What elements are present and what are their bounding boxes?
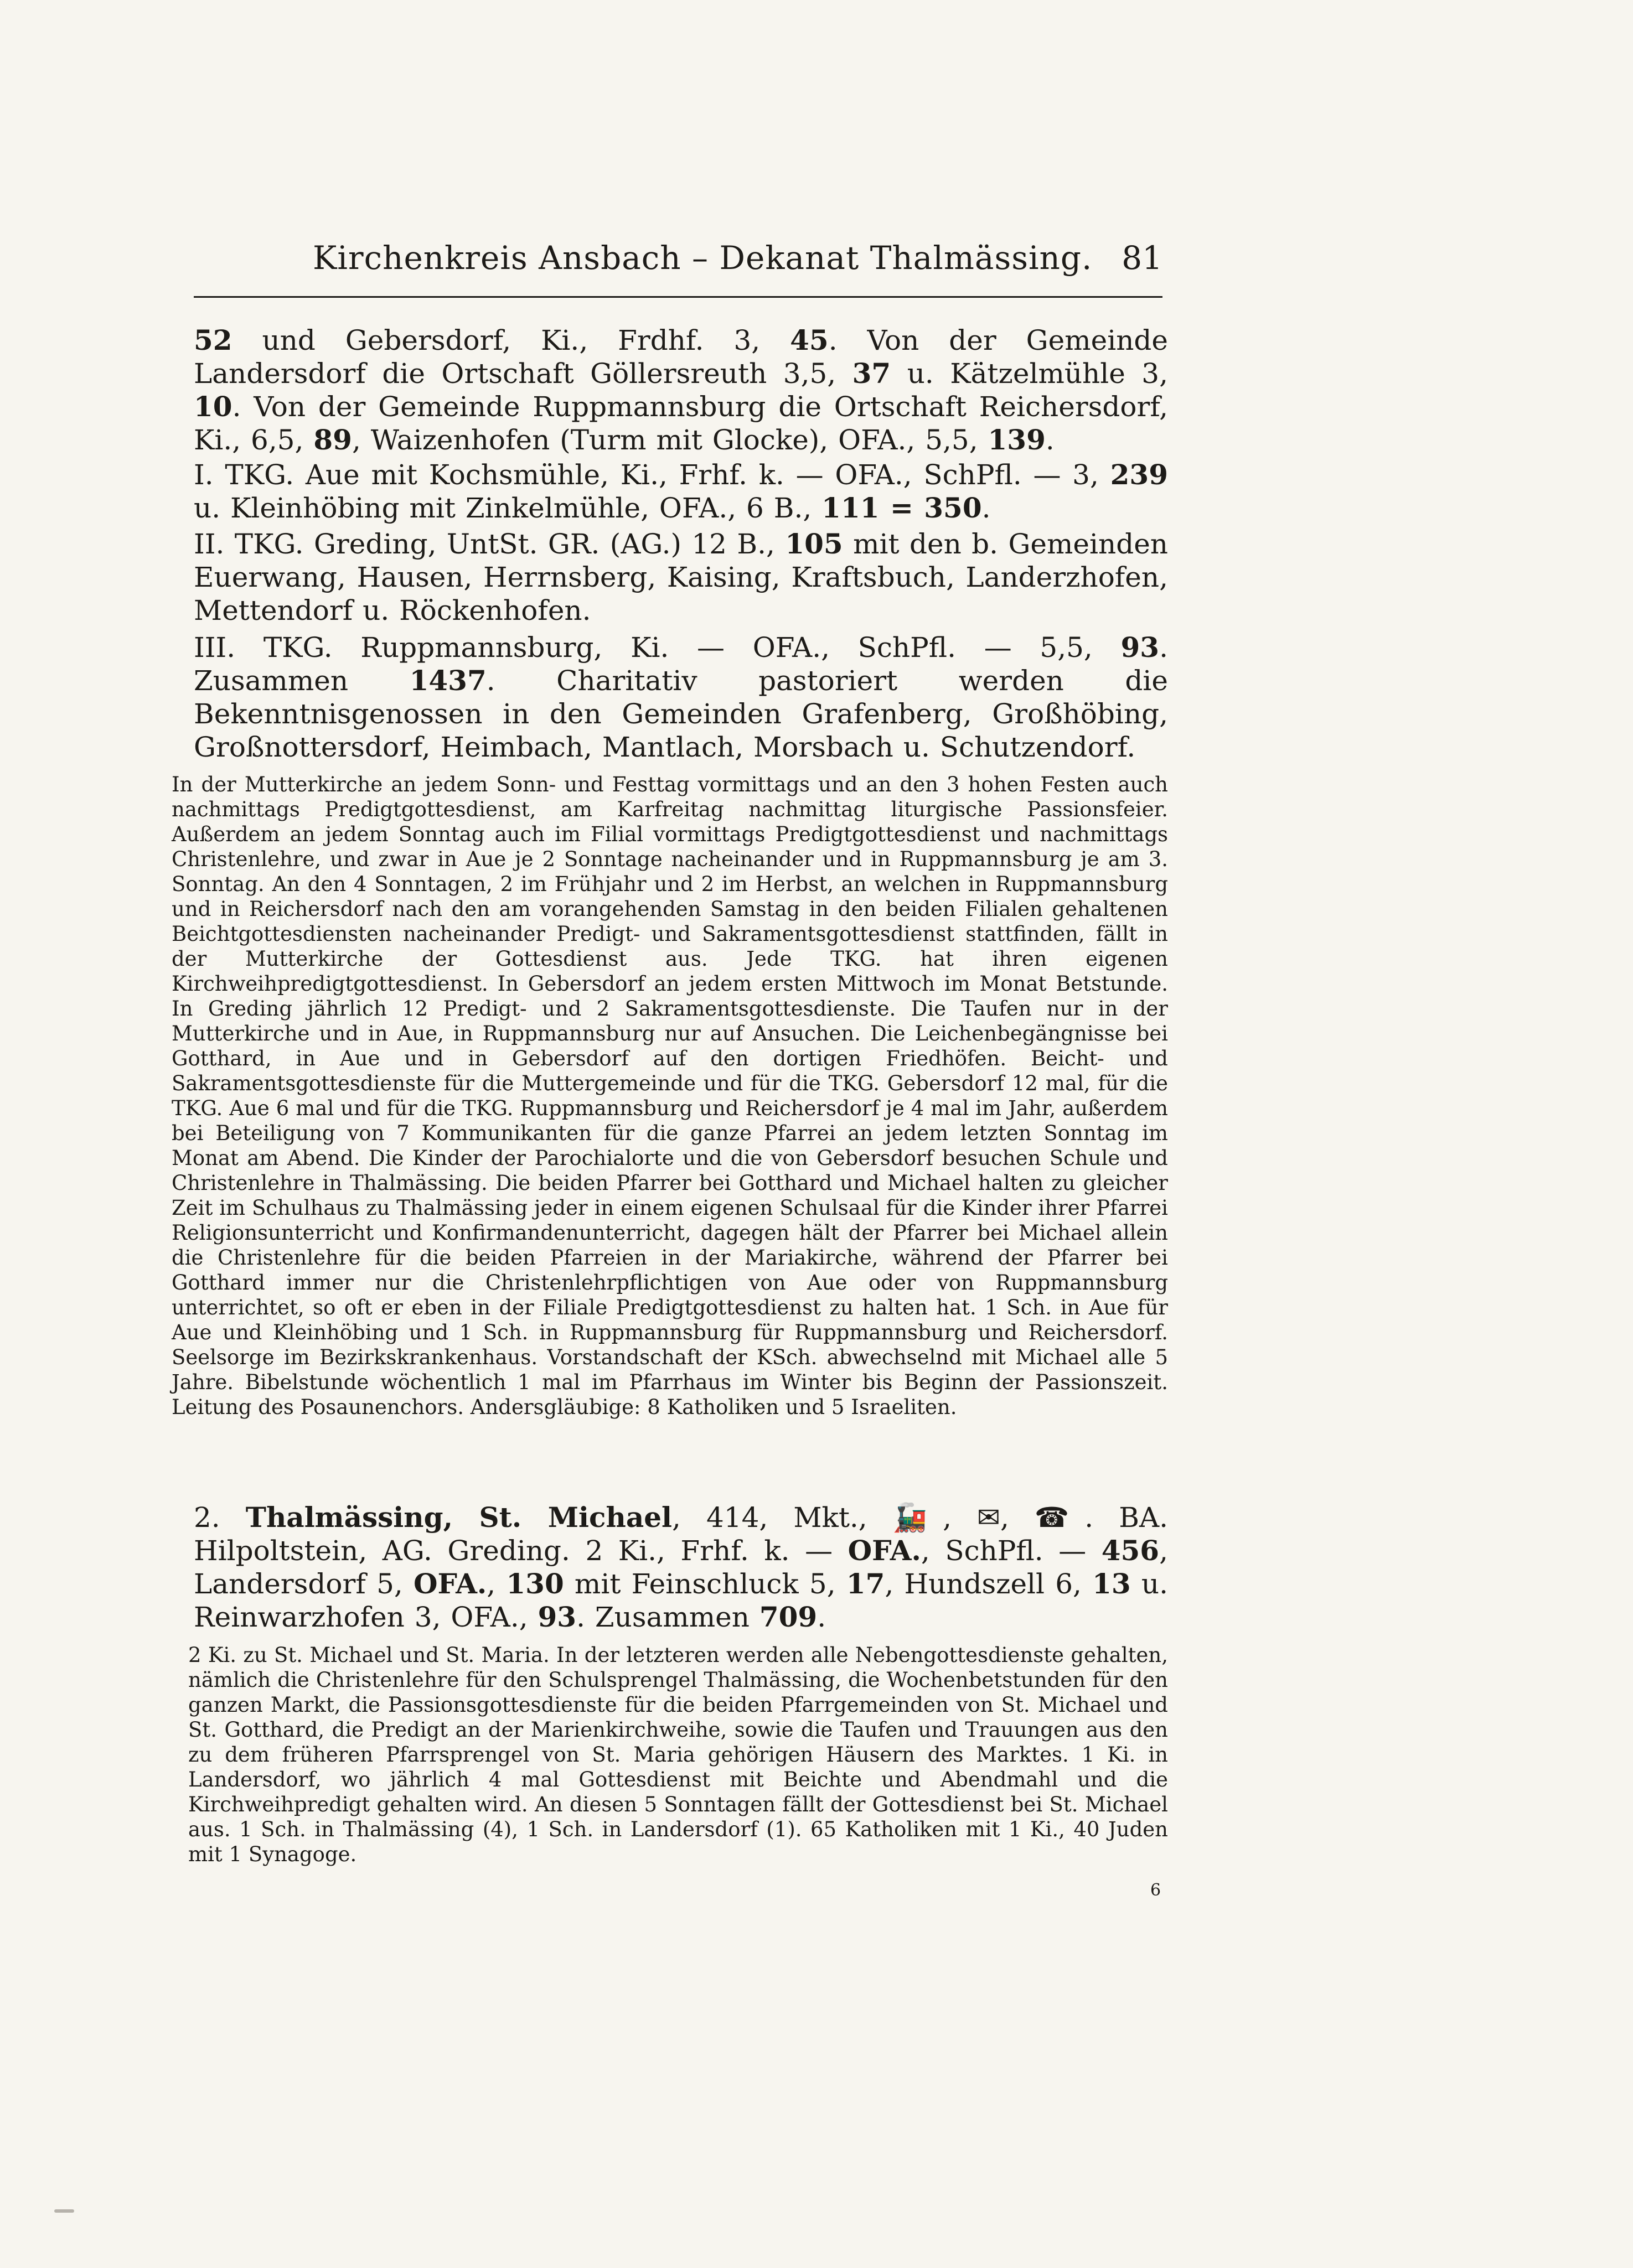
text-run: u. Kätzelmühle 3, (891, 358, 1169, 390)
running-head (194, 239, 1162, 292)
count: 139 (988, 423, 1046, 456)
scan-mark (54, 2209, 74, 2213)
telephone-icon: ☎ (1034, 1501, 1085, 1534)
text-run: . Von der Gemeinde Landersdorf die Ortschaft Göllersreuth 3,5, (194, 324, 1169, 390)
count: 10 (194, 390, 232, 423)
text-run: , Landersdorf 5, (194, 1535, 1168, 1600)
text-run: mit den b. Gemeinden Euerwang, Hausen, Herrnsberg, Kaising, Kraftsbuch, Landerzhofen, Mettendorf u. Röckenhofen. (194, 528, 1168, 626)
text-run: 2. (194, 1501, 246, 1534)
service-note-2: 2 Ki. zu St. Michael und St. Maria. In der letzteren werden alle Nebengottesdienste gehalten, nämlich die Christenlehre für den Schulsprengel Thalmässing, die Wochenbetstunden für den ganzen Markt, die Passionsgottesdienste für die beiden Pfarrgemeinden von St. Michael und St. Gotthard, die Predigt an der Marienkirchweihe, sowie die Taufen und Trauungen aus den zu dem früheren Pfarrsprengel von St. Maria gehörigen Häusern des Marktes. 1 Ki. in Landersdorf, wo jährlich 4 mal Gottesdienst mit Beichte und Abendmahl und die Kirchweihpredigt gehalten wird. An diesen 5 Sonntagen fällt der Gottesdienst bei St. Michael aus. 1 Sch. in Thalmässing (4), 1 Sch. in Landersdorf (1). 65 Katholiken mit 1 Ki., 40 Juden mit 1 Synagoge. (188, 1643, 1168, 1866)
text-run: u. Reinwarzhofen 3, OFA., (194, 1568, 1168, 1633)
count: 130 (506, 1567, 564, 1600)
count: 105 (785, 527, 843, 560)
count: 1437 (409, 664, 487, 697)
text-run: . (981, 492, 991, 524)
text-run: und Gebersdorf, Ki., Frdhf. 3, (232, 324, 790, 356)
text-run: . Von der Gemeinde Ruppmannsburg die Ortschaft Reichersdorf, Ki., 6,5, (194, 391, 1168, 456)
text-run: , 414, Mkt., (672, 1501, 893, 1534)
text-run: . BA. Hilpoltstein, AG. Greding. 2 Ki., Frhf. k. — (194, 1501, 1168, 1567)
text-run: , SchPfl. — (921, 1535, 1102, 1567)
entry-continuation (194, 324, 1168, 457)
count: 456 (1101, 1534, 1160, 1567)
text-run: III. TKG. Ruppmannsburg, Ki. — OFA., SchPfl. — 5,5, (194, 631, 1121, 664)
text-run: u. Kleinhöbing mit Zinkelmühle, OFA., 6 B., (194, 492, 822, 524)
text-run: mit Feinschluck 5, (564, 1568, 846, 1600)
count: 93 (1120, 631, 1160, 664)
parish-name: Thalmässing, St. Michael (245, 1501, 673, 1534)
abbrev: OFA. (847, 1534, 921, 1567)
count: 13 (1092, 1567, 1131, 1600)
count: 37 (852, 357, 891, 390)
text-run: , Hundszell 6, (885, 1568, 1093, 1600)
text-run: . Charitativ pastoriert werden die Bekenntnisgenossen in den Gemeinden Grafenberg, Großhöbing, Großnottersdorf, Heimbach, Mantlach, Morsbach u. Schutzendorf. (194, 665, 1169, 763)
text-run: , (943, 1501, 978, 1534)
count: 239 (1110, 458, 1168, 491)
text-run: . (817, 1601, 826, 1633)
text-run: I. TKG. Aue mit Kochsmühle, Ki., Frhf. k. — OFA., SchPfl. — 3, (194, 459, 1110, 491)
post-office-icon: ✉ (977, 1501, 1000, 1534)
text-run: . (1045, 424, 1055, 456)
railway-icon: 🚂 (892, 1501, 943, 1534)
service-note-1: In der Mutterkirche an jedem Sonn- und Festtag vormittags und an den 3 hohen Festen auch nachmittags Predigtgottesdienst, am Karfreitag nachmittag liturgische Passionsfeier. Außerdem an jedem Sonntag auch im Filial vormittags Predigtgottesdienst und nachmittags Christenlehre, und zwar in Aue je 2 Sonntage nacheinander und in Ruppmannsburg je am 3. Sonntag. An den 4 Sonntagen, 2 im Frühjahr und 2 im Herbst, an welchen in Ruppmannsburg und in Reichersdorf nach den am vorangehenden Samstag in den beiden Filialen gehaltenen Beichtgottesdiensten nacheinander Predigt- und Sakramentsgottesdienst stattfinden, fällt in der Mutterkirche der Gottesdienst aus. Jede TKG. hat ihren eigenen Kirchweihpredigtgottesdienst. In Gebersdorf an jedem ersten Mittwoch im Monat Betstunde. In Greding jährlich 12 Predigt- und 2 Sakramentsgottesdienste. Die Taufen nur in der Mutterkirche und in Aue, in Ruppmannsburg nur auf Ansuchen. Die Leichenbegängnisse bei Gotthard, in Aue und in Gebersdorf auf den dortigen Friedhöfen. Beicht- und Sakramentsgottesdienste für die Muttergemeinde und für die TKG. Gebersdorf 12 mal, für die TKG. Aue 6 mal und für die TKG. Ruppmannsburg und Reichersdorf je 4 mal im Jahr, außerdem bei Beteiligung von 7 Kommunikanten für die ganze Pfarrei an jedem letzten Sonntag im Monat am Abend. Die Kinder der Parochialorte und die von Gebersdorf besuchen Schule und Christenlehre in Thalmässing. Die beiden Pfarrer bei Gotthard und Michael halten zu gleicher Zeit im Schulhaus zu Thalmässing jeder in einem eigenen Schulsaal für die Kinder ihrer Pfarrei Religionsunterricht und Konfirmandenunterricht, dagegen hält der Pfarrer bei Michael allein die Christenlehre für die beiden Pfarreien in der Mariakirche, während der Pfarrer bei Gotthard immer nur die Christenlehrpflichtigen von Aue oder von Ruppmannsburg unterrichtet, so oft er eben in der Filiale Predigtgottesdienst zu halten hat. 1 Sch. in Aue für Aue und Kleinhöbing und 1 Sch. in Ruppmannsburg für Ruppmannsburg und Reichersdorf. Seelsorge im Bezirkskrankenhaus. Vorstandschaft der KSch. abwechselnd mit Michael alle 5 Jahre. Bibelstunde wöchentlich 1 mal im Pfarrhaus im Winter bis Beginn der Passionszeit. Leitung des Posaunenchors. Andersgläubige: 8 Katholiken und 5 Israeliten. (172, 773, 1168, 1419)
text-run: , (487, 1568, 507, 1600)
count: 45 (790, 324, 829, 356)
running-title: Kirchenkreis Ansbach – Dekanat Thalmässing. (313, 239, 1093, 277)
page-number: 81 (1122, 239, 1162, 277)
count: 93 (538, 1601, 577, 1633)
text-run: . Zusammen (194, 631, 1168, 697)
entry-2-heading (194, 1501, 1168, 1634)
sheet-signature: 6 (1150, 1881, 1161, 1900)
count: 17 (846, 1567, 885, 1600)
tkg-paragraph-2 (194, 527, 1168, 627)
tkg-paragraph-1 (194, 458, 1168, 525)
header-rule (194, 296, 1162, 298)
text-run: , Waizenhofen (Turm mit Glocke), OFA., 5,5, (352, 424, 988, 456)
count: 709 (759, 1601, 818, 1633)
count: 111 = 350 (821, 491, 982, 524)
count: 89 (313, 423, 352, 456)
tkg-paragraph-3 (194, 631, 1168, 764)
text-run: , (1000, 1501, 1035, 1534)
abbrev: OFA. (413, 1567, 487, 1600)
text-run: . Zusammen (576, 1601, 759, 1633)
text-run: II. TKG. Greding, UntSt. GR. (AG.) 12 B., (194, 528, 786, 560)
count: 52 (194, 324, 232, 356)
